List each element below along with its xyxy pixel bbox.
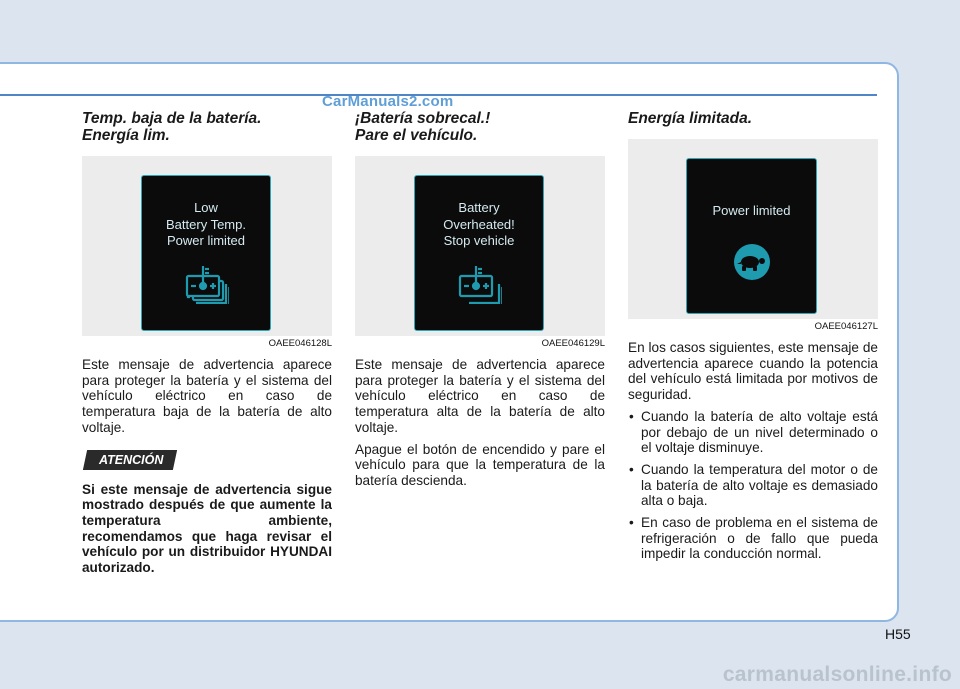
- list-item: • Cuando la batería de alto voltaje está por debajo de un nivel determinado o el voltaje disminuye.: [628, 409, 878, 456]
- section-body: [82, 357, 332, 436]
- cluster-figure: [355, 156, 605, 336]
- display-line: Power limited: [166, 233, 246, 248]
- paragraph: En los casos siguientes, este mensaje de advertencia aparece cuando la potencia del vehículo está limitada por motivos de seguridad.: [628, 340, 878, 403]
- display-line: Battery Temp.: [166, 216, 246, 232]
- page-number: H55: [885, 626, 911, 642]
- watermark-bottom[interactable]: carmanualsonline.info: [722, 663, 952, 686]
- battery-temperature-icon: [185, 264, 229, 304]
- display-line: Overheated!: [443, 216, 515, 232]
- display-message: [687, 203, 816, 220]
- display-line: Battery: [458, 200, 500, 215]
- paragraph: Este mensaje de advertencia aparece para proteger la batería y el sistema del vehículo eléctrico en caso de temperatura baja de la batería de alto voltaje.: [82, 357, 332, 435]
- display-line: Low: [194, 200, 218, 215]
- paragraph: Este mensaje de advertencia aparece para proteger la batería y el sistema del vehículo eléctrico en caso de temperatura alta de la batería de alto voltaje.: [355, 357, 605, 435]
- caution-text: Si este mensaje de advertencia sigue mostrado después de que aumente la temperatura ambiente, recomendamos que haga revisar el vehículo por un distribuidor HYUNDAI autorizado.: [82, 481, 332, 576]
- watermark-top[interactable]: CarManuals2.com: [322, 93, 454, 110]
- section-heading: [355, 110, 605, 144]
- section-power-limited: [628, 110, 878, 568]
- figure-code: OAEE046129L: [541, 338, 605, 349]
- heading-line: Energía lim.: [82, 127, 170, 144]
- section-battery-overheated: [355, 110, 605, 495]
- section-low-battery-temp: [82, 110, 332, 576]
- cluster-display: [141, 175, 271, 331]
- heading-line: Energía limitada.: [628, 110, 753, 127]
- section-heading: [82, 110, 332, 144]
- display-line: Stop vehicle: [443, 233, 515, 248]
- display-line: Power limited: [712, 203, 791, 218]
- list-item: • En caso de problema en el sistema de refrigeración o de fallo que pueda impedir la conducción normal.: [628, 515, 878, 562]
- cluster-figure: [82, 156, 332, 336]
- bullet-list: [628, 409, 878, 562]
- section-body: [628, 340, 878, 562]
- figure-code: OAEE046127L: [814, 321, 878, 332]
- cluster-display: [686, 158, 817, 314]
- cluster-figure: [628, 139, 878, 319]
- paragraph: Apague el botón de encendido y pare el vehículo para que la temperatura de la batería descienda.: [355, 441, 605, 488]
- heading-line: ¡Batería sobrecal.!: [355, 110, 491, 127]
- list-item: • Cuando la temperatura del motor o de la batería de alto voltaje es demasiado alta o baja.: [628, 462, 878, 509]
- display-message: [415, 200, 543, 250]
- heading-line: Pare el vehículo.: [355, 127, 478, 144]
- heading-line: Temp. baja de la batería.: [82, 110, 262, 127]
- figure-code: OAEE046128L: [268, 338, 332, 349]
- caution-label: [83, 450, 178, 470]
- caution-label-text: ATENCIÓN: [99, 452, 164, 467]
- turtle-icon: [733, 243, 771, 281]
- section-body: [355, 357, 605, 489]
- battery-temperature-icon: [458, 264, 502, 304]
- cluster-display: [414, 175, 544, 331]
- display-message: [142, 200, 270, 250]
